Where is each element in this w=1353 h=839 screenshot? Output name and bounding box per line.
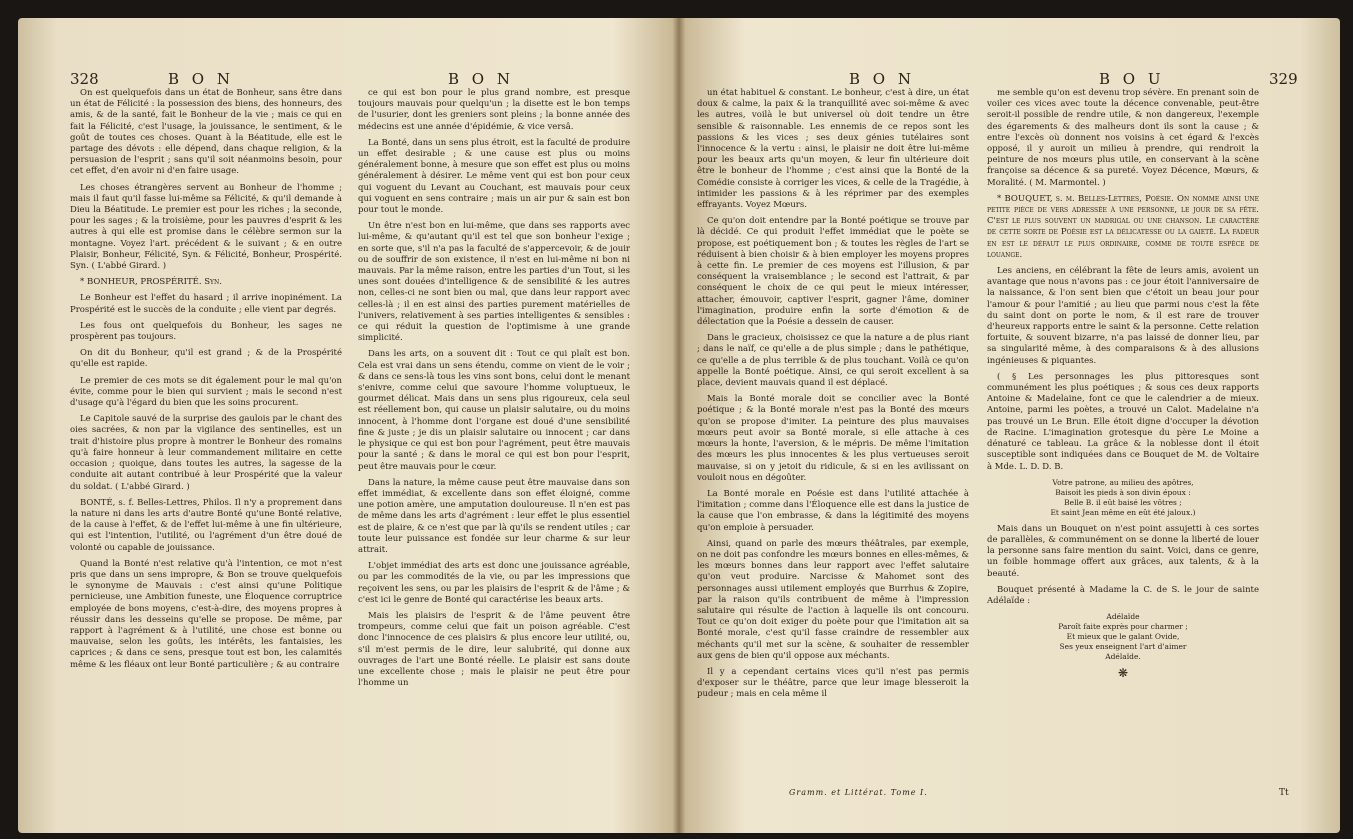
paragraph: Il y a cependant certains vices qu'il n'est pas permis d'exposer sur le théâtre, parce que leur image blesseroit la pudeur ; mais en cela même il (697, 666, 969, 700)
verse-line: Adélaïde (1106, 612, 1140, 622)
verse-line: Paroît faite exprès pour charmer ; (1058, 622, 1188, 632)
running-head-left-col: B O N (849, 70, 915, 88)
paragraph: Mais les plaisirs de l'esprit & de l'âme peuvent être trompeurs, comme celui que fait un poison agréable. C'est donc l'innocence de ces plaisirs & plus encore leur utilité, ou, s'il m'est permis de le dire, leur salubrité, qui donne aux ouvrages de l'art une Bonté réelle. Le plaisir est sans doute une excellente chose ; mais le plaisir ne peut être pour l'homme un (358, 610, 630, 689)
entry-heading: * BOUQUET, s. m. Belles-Lettres, Poésie. On nomme ainsi une petite pièce de vers adressée à une personne, le jour de sa fête. C'est le plus souvent un madrigal ou une chanson. Le caractère de cette sorte de Poésie est la délicatesse ou la gaieté. La fadeur en est le défaut le plus ordinaire, comme de toute espèce de louange. (987, 193, 1259, 260)
paragraph: Un être n'est bon en lui-même, que dans ses rapports avec lui-même, & qu'autant qu'il est tel que son bonheur l'exige ; en sorte que, s'il n'a pas la faculté de s'appercevoir, & de jouir ou de souffrir de son existence, il n'est en lui-même ni bon ni mauvais. Par la même raison, entre les parties d'un Tout, si les unes sont douées d'intelligence & de sensibilité & les autres non, celles-ci ne sont bien ou mal, que dans leur rapport avec celles-là ; il en est ainsi des parties purement matérielles de l'univers, relativement à ses parties intelligentes & sensibles : ce qui réduit la question de l'optimisme à une grande simplicité. (358, 221, 630, 344)
verse-line: Adélaïde. (1105, 652, 1141, 662)
paragraph: BONTÉ, s. f. Belles-Lettres, Philos. Il n'y a proprement dans la nature ni dans les arts d'autre Bonté qu'une Bonté relative, de la cause à l'effet, & de l'effet lui-même à une fin ultérieure, qui est l'intention, l'utilité, ou l'agrément d'un être doué de volonté ou capable de jouissance. (70, 497, 342, 553)
paragraph: Le premier de ces mots se dit également pour le mal qu'on évite, comme pour le bien qui survient ; mais le second n'est d'usage qu'à l'égard du bien que les soins procurent. (70, 375, 342, 409)
paragraph: Les choses étrangères servent au Bonheur de l'homme ; mais il faut qu'il fasse lui-même sa Félicité, & qu'il demande à Dieu la Béatitude. Le premier est pour les riches ; la seconde, pour les sages ; & la troisième, pour les pauvres d'esprit & les autres à qui elle est promise dans le célèbre sermon sur la montagne. Voyez l'art. précédent & le suivant ; & en outre Plaisir, Bonheur, Félicité, Syn. & Félicité, Bonheur, Prospérité. Syn. ( L'abbé Girard. ) (70, 182, 342, 272)
paragraph: Dans la nature, la même cause peut être mauvaise dans son effet immédiat, & excellente dans son effet éloigné, comme une potion amère, une amputation douloureuse. Il n'en est pas de même dans les arts d'agrément : leur effet le plus essentiel est de plaire, & ce n'est que par là qu'ils se rendent utiles ; car toute leur puissance est fondée sur leur charme & sur leur attrait. (358, 477, 630, 555)
paragraph: Quand la Bonté n'est relative qu'à l'intention, ce mot n'est pris que dans un sens impropre, & Bon se trouve quelquefois le synonyme de Mauvais : c'est ainsi qu'une Politique pernicieuse, une Ambition funeste, une Éloquence corruptrice employée de bons moyens, c'est-à-dire, des moyens propres à réussir dans les desseins qu'elle se propose. De même, par rapport à l'agrément & à l'utilité, une chose est bonne ou mauvaise, selon les goûts, les intérêts, les fantaisies, les caprices ; & dans ce sens, presque tout est bon, les calamités même & les fléaux ont leur Bonté particulière ; & au contraire (70, 558, 342, 670)
paragraph: me semble qu'on est devenu trop sévère. En prenant soin de voiler ces vices avec toute la décence convenable, peut-être seroit-il possible de rendre utile, & non dangereux, l'exemple des égarements & des malheurs dont ils sont la cause ; & entre l'excès où donnent nos voisins à cet égard & l'excès opposé, il y auroit un milieu à prendre, qui rendroit la peinture de nos mœurs plus utile, en conservant à la scène françoise sa décence & sa pureté. Voyez Décence, Mœurs, & Moralité. ( M. Marmontel. ) (987, 88, 1259, 188)
entry-heading: * BONHEUR, PROSPÉRITÉ. Syn. (80, 277, 222, 288)
verse-line: Et saint Jean même en eût été jaloux.) (1050, 507, 1196, 517)
paragraph: On est quelquefois dans un état de Bonheur, sans être dans un état de Félicité : la possession des biens, des honneurs, des amis, & de la santé, fait le Bonheur de la vie ; mais ce qui en fait la Félicité, c'est l'usage, la jouissance, le sentiment, & le goût de toutes ces choses. Quant à la Béatitude, elle est le partage des dévots : elle dépend, dans chaque religion, & la persuasion de l'esprit ; sans qu'il soit néanmoins besoin, pour cet effet, d'en avoir ni d'en faire usage. (70, 88, 342, 177)
right-page-column-2 (987, 88, 1259, 808)
paragraph: Mais dans un Bouquet on n'est point assujetti à ces sortes de parallèles, & communément on se donne la liberté de louer la personne sans faire mention du saint. Voici, dans ce genre, un foible hommage offert aux grâces, aux talents, & à la beauté. (987, 523, 1259, 579)
verse-adelaide (987, 612, 1259, 662)
paragraph: Bouquet présenté à Madame la C. de S. le jour de sainte Adélaïde : (987, 584, 1259, 606)
paragraph: Les fous ont quelquefois du Bonheur, les sages ne prospèrent pas toujours. (70, 320, 342, 343)
paragraph: Ce qu'on doit entendre par la Bonté poétique se trouve par là décidé. Ce qui produit l'effet immédiat que le poète se propose, est poétiquement bon ; & toutes les règles de l'art se réduisent à bien choisir & à bien employer les moyens propres à cette fin. Le premier de ces moyens est l'illusion, & par conséquent la vraisemblance ; le second est l'attrait, & par conséquent le choix de ce qui peut le mieux intéresser, attacher, émouvoir, captiver l'esprit, gagner l'âme, dominer l'imagination, produire enfin la sorte d'émotion & de délectation que la Poésie a dessein de causer. (697, 216, 969, 328)
running-head-left-col: B O N (168, 70, 234, 88)
page-number-right: 329 (1269, 70, 1298, 88)
verse-line: Votre patrone, au milieu des apôtres, (1052, 477, 1194, 487)
verse-line: Et mieux que le galant Ovide, (1066, 632, 1180, 642)
right-page-column-1 (697, 88, 969, 768)
paragraph: Dans les arts, on a souvent dit : Tout ce qui plaît est bon. Cela est vrai dans un sens étendu, comme on vient de le voir ; & dans ce sens-là tous les vins sont bons, celui dont le menant s'enivre, comme celui que savoure l'homme voluptueux, le gourmet délicat. Mais dans un sens plus rigoureux, cela seul est réellement bon, qui cause un plaisir salutaire, ou du moins innocent, à l'homme dont l'organe est doué d'une sensibilité fine & juste ; je dis un plaisir salutaire ou innocent ; car dans le physique ce qui est bon pour l'agrément, peut être mauvais pour la santé ; & dans le moral ce qui est bon pour l'esprit, peut être mauvais pour le cœur. (358, 349, 630, 472)
page-number-left: 328 (70, 70, 99, 88)
left-page (18, 18, 679, 833)
paragraph: La Bonté morale en Poésie est dans l'utilité attachée à l'imitation ; comme dans l'Éloquence elle est dans la justice de la cause que l'on embrasse, & dans la légitimité des moyens qu'on emploie à persuader. (697, 488, 969, 533)
verse-line: Baisoit les pieds à son divin époux : (1055, 487, 1191, 497)
paragraph: ( § Les personnages les plus pittoresques sont communément les plus poétiques ; & sous ces deux rapports Antoine & Madelaine, font ce que le calendrier a de mieux. Antoine, parmi les poètes, a trouvé un Calot. Madelaine n'a pas trouvé un Le Brun. Elle étoit digne d'occuper la dévotion de Racine. L'imagination grotesque du père Le Moine a dénaturé ce tableau. La grâce & la noblesse dont il étoit susceptible sont indiquées dans ce Bouquet de M. de Voltaire à Mde. L. D. D. B. (987, 371, 1259, 472)
paragraph: ce qui est bon pour le plus grand nombre, est presque toujours mauvais pour quelqu'un ; la disette est le bon temps de l'usurier, dont les greniers sont pleins ; la bonne année des médecins est une année d'épidémie, & vice versâ. (358, 88, 630, 132)
paragraph: un état habituel & constant. Le bonheur, c'est à dire, un état doux & calme, la paix & la tranquillité avec soi-même & avec les autres, voilà le but universel où doit tendre un être sensible & raisonnable. Les ennemis de ce repos sont les passions & les vices ; ses deux génies tutélaires sont l'innocence & la vertu : ainsi, le plaisir ne doit être lui-même pour les beaux arts qu'un moyen, & leur fin ultérieure doit être le bonheur de l'homme ; c'est ainsi que la Bonté de la Comédie consiste à corriger les vices, & celle de la Tragédie, à intimider les passions & à les réprimer par des exemples effrayants. Voyez Mœurs. (697, 88, 969, 211)
paragraph: Mais la Bonté morale doit se concilier avec la Bonté poétique ; & la Bonté morale n'est pas la Bonté des mœurs qu'on se propose d'imiter. La peinture des plus mauvaises mœurs peut avoir sa Bonté morale, si elle attache à ces mœurs la honte, l'aversion, & le mépris. De même l'imitation des mœurs les plus innocentes & les plus vertueuses seroit mauvaise, si on y jetoit du ridicule, & si en les avilissant on vouloit nous en dégoûter. (697, 394, 969, 483)
verse-line: Belle B. il eût baisé les vôtres ; (1064, 497, 1182, 507)
paragraph: L'objet immédiat des arts est donc une jouissance agréable, ou par les commodités de la vie, ou par les impressions que reçoivent les sens, ou par les plaisirs de l'esprit & de l'âme ; & c'est ici le genre de Bonté qui caractérise les beaux arts. (358, 561, 630, 605)
right-page (679, 18, 1340, 833)
footer-signature-line: Gramm. et Littérat. Tome I. (789, 788, 928, 797)
verse-quatrain (987, 478, 1259, 518)
verse-line: Ses yeux enseignent l'art d'aimer (1059, 642, 1187, 652)
running-head-right-col: B O U (1099, 70, 1165, 88)
ornament-icon: ❋ (1117, 666, 1129, 681)
paragraph: Les anciens, en célébrant la fête de leurs amis, avoient un avantage que nous n'avons pas : ce jour étoit l'anniversaire de la naissance, & l'on sent bien que c'étoit un beau jour pour l'amour & pour l'amitié ; au lieu que parmi nous c'est la fête du saint dont on porte le nom, & il est rare de trouver d'heureux rapports entre le saint & la personne. Cette relation fortuite, & souvent bizarre, n'a pas laissé de donner lieu, par sa singularité même, à des comparaisons & à des allusions ingénieuses & piquantes. (987, 266, 1259, 366)
left-page-column-1 (70, 88, 342, 818)
paragraph: La Bonté, dans un sens plus étroit, est la faculté de produire un effet desirable ; & une cause est plus ou moins généralement bonne, à mesure que son effet est plus ou moins généralement à désirer. Le même vent qui est bon pour ceux qui voguent du Levant au Couchant, est mauvais pour ceux qui voguent en sens contraire ; mais un air pur & sain est bon pour tout le monde. (358, 137, 630, 216)
paragraph: On dit du Bonheur, qu'il est grand ; & de la Prospérité qu'elle est rapide. (70, 348, 342, 370)
running-head-right-col: B O N (448, 70, 514, 88)
signature-mark: Tt (1279, 788, 1289, 798)
paragraph: Dans le gracieux, choisissez ce que la nature a de plus riant ; dans le naïf, ce qu'elle a de plus simple ; dans le pathétique, ce qu'elle a de plus terrible & de plus touchant. Voilà ce qu'on appelle la Bonté poétique. Ainsi, ce qui seroit excellent à sa place, devient mauvais quand il est déplacé. (697, 333, 969, 389)
paragraph: Le Bonheur est l'effet du hasard ; il arrive inopinément. La Prospérité est le succès de la conduite ; elle vient par degrés. (70, 293, 342, 315)
paragraph: Le Capitole sauvé de la surprise des gaulois par le chant des oies sacrées, & non par la vigilance des sentinelles, est un trait d'histoire plus propre à montrer le Bonheur des romains qu'à faire honneur à leur commandement militaire en cette occasion ; quoique, dans toutes les autres, la sagesse de la conduite ait autant contribué à leur Prospérité que la valeur du soldat. ( L'abbé Girard. ) (70, 414, 342, 492)
left-page-column-2 (358, 88, 630, 818)
paragraph: Ainsi, quand on parle des mœurs théâtrales, par exemple, on ne doit pas confondre les mœurs bonnes en elles-mêmes, & les mœurs bonnes dans leur rapport avec l'effet salutaire qu'on veut produire. Narcisse & Mahomet sont des personnages aussi utilement employés que Burrhus & Zopire, par la raison qu'ils contribuent de même à l'impression salutaire qui résulte de l'action à laquelle ils ont concouru. Tout ce qu'on doit exiger du poète pour que l'imitation ait sa Bonté morale, c'est qu'il fasse craindre de ressembler aux méchants qu'il met sur la scène, & souhaiter de ressembler aux gens de bien qu'il oppose aux méchants. (697, 538, 969, 661)
book-spread (18, 18, 1340, 833)
